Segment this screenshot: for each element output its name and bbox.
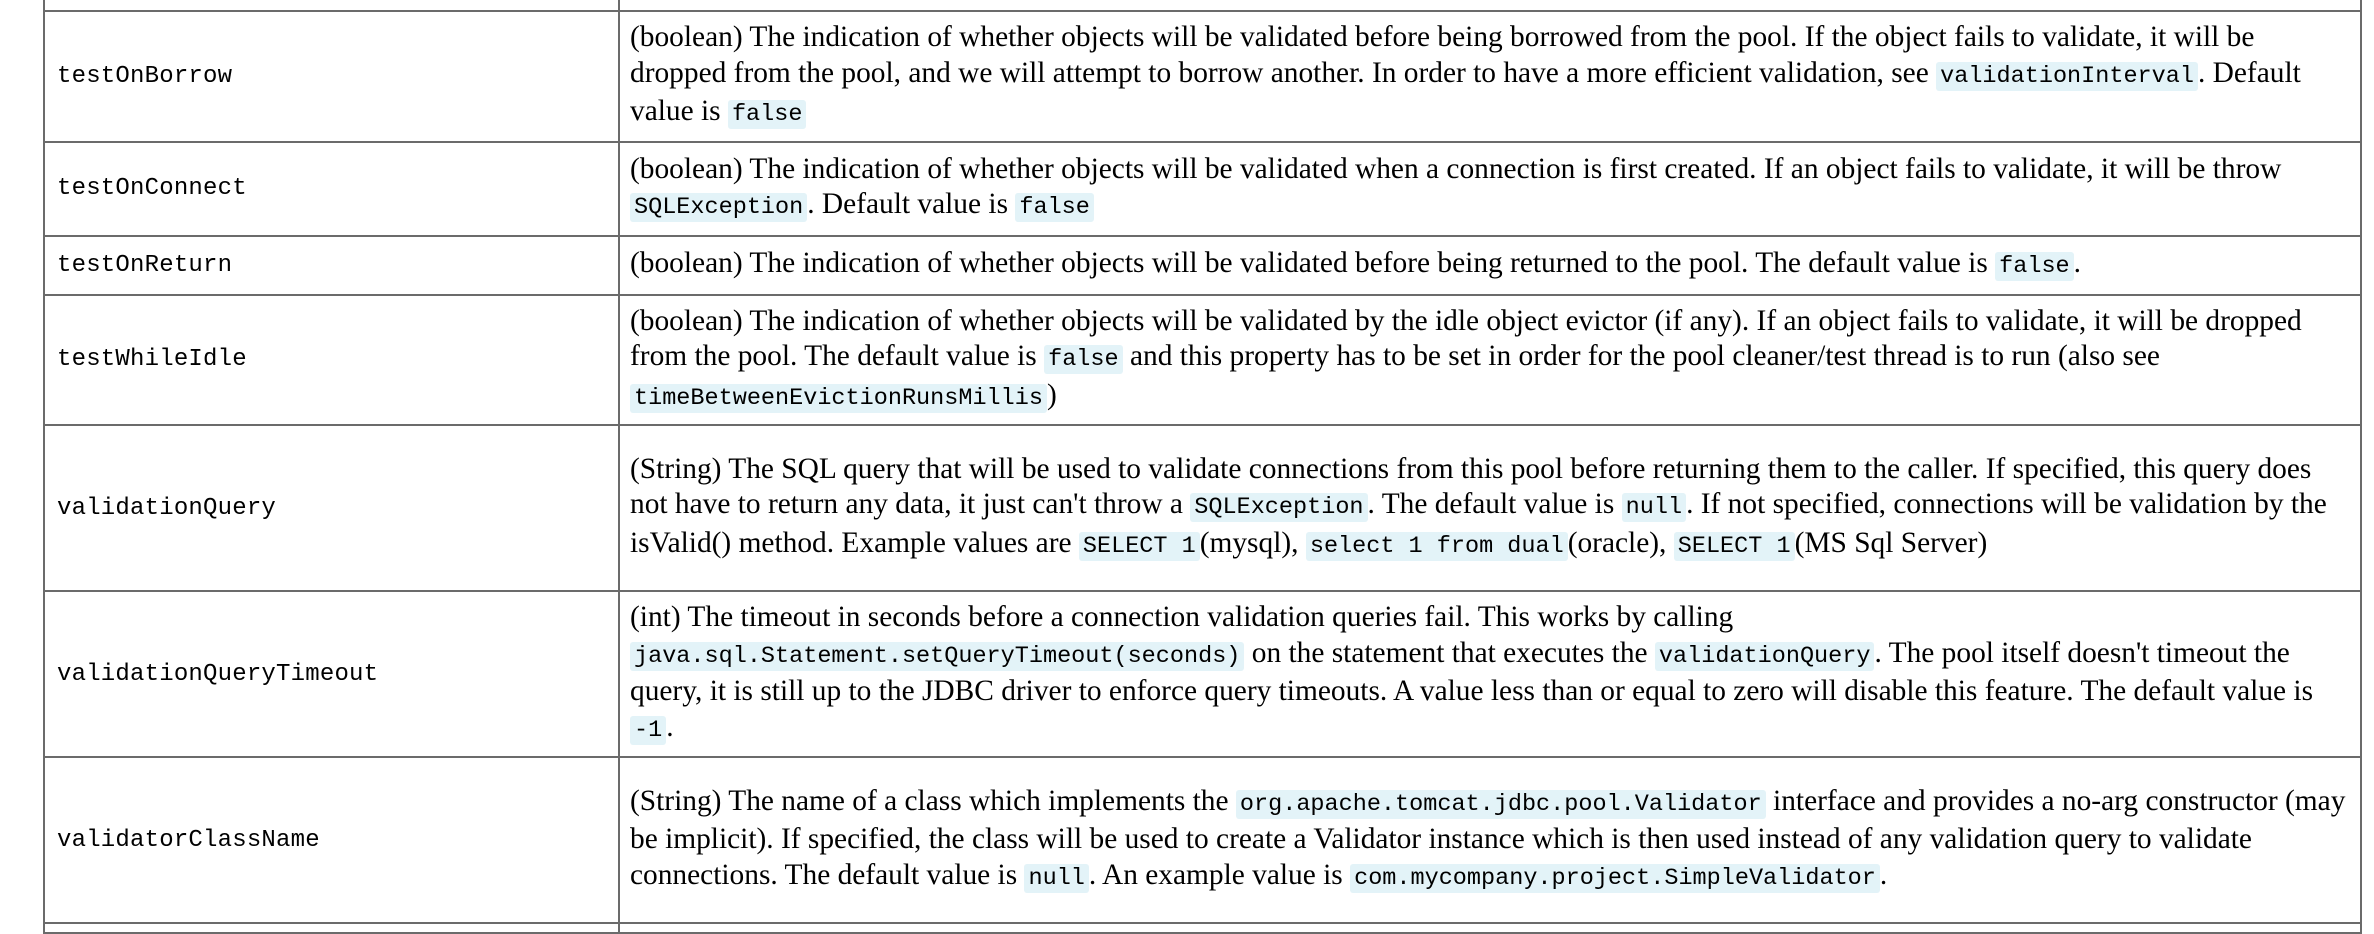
description-text: (MS Sql Server) bbox=[1794, 526, 1988, 559]
description-text: (boolean) The indication of whether objects will be validated before being borrowed from the pool. If the object fails to validate, it will be dropped from the pool, and we will attempt to borrow another. In order to have a more efficient validation, see bbox=[630, 21, 2255, 89]
attribute-name: validationQuery bbox=[44, 425, 619, 591]
code-literal: SELECT 1 bbox=[1079, 532, 1200, 561]
code-literal: com.mycompany.project.SimpleValidator bbox=[1350, 864, 1880, 893]
attribute-name-cell bbox=[44, 0, 619, 11]
table-row bbox=[44, 425, 2361, 591]
code-literal: SQLException bbox=[1190, 493, 1367, 522]
attribute-name: testOnBorrow bbox=[44, 11, 619, 142]
code-literal: java.sql.Statement.setQueryTimeout(seconds) bbox=[630, 642, 1244, 671]
attribute-name: testOnConnect bbox=[44, 142, 619, 236]
attribute-description bbox=[619, 591, 2361, 757]
attribute-description-cell bbox=[619, 923, 2361, 933]
attribute-description bbox=[619, 236, 2361, 295]
table-row-partial-bottom bbox=[44, 923, 2361, 933]
description-text: (oracle), bbox=[1567, 526, 1674, 559]
code-literal: validationInterval bbox=[1936, 62, 2198, 91]
attributes-table-body bbox=[44, 0, 2361, 933]
code-literal: false bbox=[1015, 193, 1094, 222]
description-text: (mysql), bbox=[1199, 526, 1306, 559]
description-text: . An example value is bbox=[1088, 858, 1351, 891]
attribute-name: validatorClassName bbox=[44, 757, 619, 923]
table-row bbox=[44, 591, 2361, 757]
attribute-name: testOnReturn bbox=[44, 236, 619, 295]
description-text: (boolean) The indication of whether objects will be validated when a connection is first created. If an object fails to validate, it will be throw bbox=[630, 152, 2282, 185]
code-literal: -1 bbox=[630, 716, 666, 745]
code-literal: null bbox=[1622, 493, 1686, 522]
attribute-description bbox=[619, 425, 2361, 591]
attribute-description bbox=[619, 11, 2361, 142]
table-row bbox=[44, 142, 2361, 236]
description-text: . bbox=[1879, 858, 1888, 891]
description-text: interface and provides a no-arg constructor (may be implicit). If specified, the class will be used to create a Validator instance which is then used instead of any validation query to validate connections. The default value is bbox=[630, 784, 2346, 891]
attributes-table bbox=[43, 0, 2362, 934]
attribute-description bbox=[619, 142, 2361, 236]
code-literal: timeBetweenEvictionRunsMillis bbox=[630, 384, 1047, 413]
table-row bbox=[44, 236, 2361, 295]
description-text: (String) The name of a class which implements the bbox=[630, 784, 1236, 817]
code-literal: false bbox=[1044, 345, 1123, 374]
description-text: . Default value is bbox=[630, 56, 2301, 127]
description-text: (String) The SQL query that will be used to validate connections from this pool before returning them to the caller. If specified, this query does not have to return any data, it just can't throw a bbox=[630, 452, 2312, 521]
description-text: . bbox=[2073, 246, 2082, 279]
description-text: . The default value is bbox=[1367, 488, 1622, 521]
code-literal: false bbox=[1995, 252, 2074, 281]
attribute-description-cell bbox=[619, 0, 2361, 11]
code-literal: org.apache.tomcat.jdbc.pool.Validator bbox=[1236, 790, 1766, 819]
description-text: (int) The timeout in seconds before a connection validation queries fail. This works by calling bbox=[630, 601, 1734, 633]
description-text: . The pool itself doesn't timeout the query, it is still up to the JDBC driver to enforce query timeouts. A value less than or equal to zero will disable this feature. The default value is bbox=[630, 636, 2314, 707]
code-literal: SQLException bbox=[630, 193, 807, 222]
table-row-partial-top bbox=[44, 0, 2361, 11]
attribute-name: validationQueryTimeout bbox=[44, 591, 619, 757]
code-literal: null bbox=[1024, 864, 1088, 893]
table-row bbox=[44, 757, 2361, 923]
attribute-name-cell bbox=[44, 923, 619, 933]
description-text: . If not specified, connections will be validation by the isValid() method. Example values are bbox=[630, 488, 2327, 559]
code-literal: SELECT 1 bbox=[1674, 532, 1795, 561]
code-literal: select 1 from dual bbox=[1306, 532, 1568, 561]
description-text: ) bbox=[1046, 378, 1057, 411]
table-row bbox=[44, 11, 2361, 142]
attribute-name: testWhileIdle bbox=[44, 295, 619, 426]
description-text: (boolean) The indication of whether objects will be validated before being returned to the pool. The default value is bbox=[630, 246, 1996, 279]
attribute-description bbox=[619, 757, 2361, 923]
code-literal: false bbox=[728, 100, 807, 129]
attributes-table-container bbox=[43, 0, 2362, 934]
description-text: . Default value is bbox=[807, 188, 1016, 220]
description-text: (boolean) The indication of whether objects will be validated by the idle object evictor (if any). If an object fails to validate, it will be dropped from the pool. The default value is bbox=[630, 304, 2302, 372]
description-text: and this property has to be set in order for the pool cleaner/test thread is to run (also see bbox=[1122, 340, 2160, 372]
code-literal: validationQuery bbox=[1655, 642, 1875, 671]
attribute-description bbox=[619, 295, 2361, 426]
description-text: . bbox=[666, 710, 674, 743]
table-row bbox=[44, 295, 2361, 426]
description-text: on the statement that executes the bbox=[1244, 636, 1655, 669]
